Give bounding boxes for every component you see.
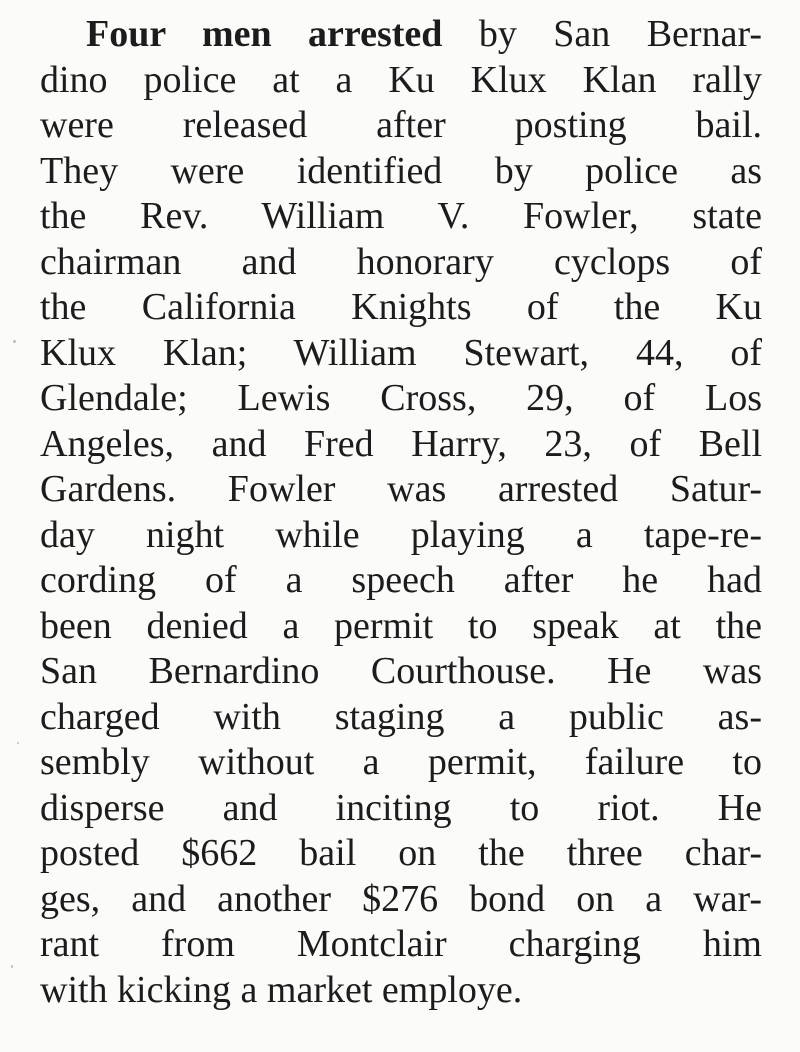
article-line-12: day night while playing a tape-re- <box>40 513 762 556</box>
article-line-6: chairman and honorary cyclops of <box>40 240 762 283</box>
article-line-19: posted $662 bail on the three char- <box>40 832 762 874</box>
article-line-1 <box>40 12 762 58</box>
article-line-13: cording of a speech after he had <box>40 559 762 601</box>
article-line-11: Gardens. Fowler was arrested Satur- <box>40 468 762 510</box>
article-line-8: Klux Klan; William Stewart, 44, of <box>40 331 762 374</box>
article-line-9: Glendale; Lewis Cross, 29, of Los <box>40 377 762 419</box>
article-line-21: rant from Montclair charging him <box>40 923 762 965</box>
article-line-20: ges, and another $276 bond on a war- <box>40 877 762 920</box>
article-lead: Four men arrested <box>86 13 443 55</box>
article-line-22: with kicking a market employe. <box>40 968 523 1011</box>
article-line-14: been denied a permit to speak at the <box>40 604 762 647</box>
article-line-2: dino police at a Ku Klux Klan rally <box>40 58 762 101</box>
article-line-4: They were identified by police as <box>40 149 762 192</box>
article-line-1-text: by San Bernar- <box>442 13 762 55</box>
article-line-18: disperse and inciting to riot. He <box>40 786 762 829</box>
print-speck <box>13 340 16 343</box>
print-speck <box>11 965 13 968</box>
article-line-10: Angeles, and Fred Harry, 23, of Bell <box>40 422 762 465</box>
article-line-17: sembly without a permit, failure to <box>40 741 762 783</box>
article-line-5: the Rev. William V. Fowler, state <box>40 195 762 237</box>
print-speck <box>17 742 19 744</box>
article-line-7: the California Knights of the Ku <box>40 286 762 328</box>
article-paragraph <box>40 12 762 1013</box>
article-line-3: were released after posting bail. <box>40 104 762 146</box>
article-line-15: San Bernardino Courthouse. He was <box>40 650 762 692</box>
article-line-16: charged with staging a public as- <box>40 695 762 738</box>
